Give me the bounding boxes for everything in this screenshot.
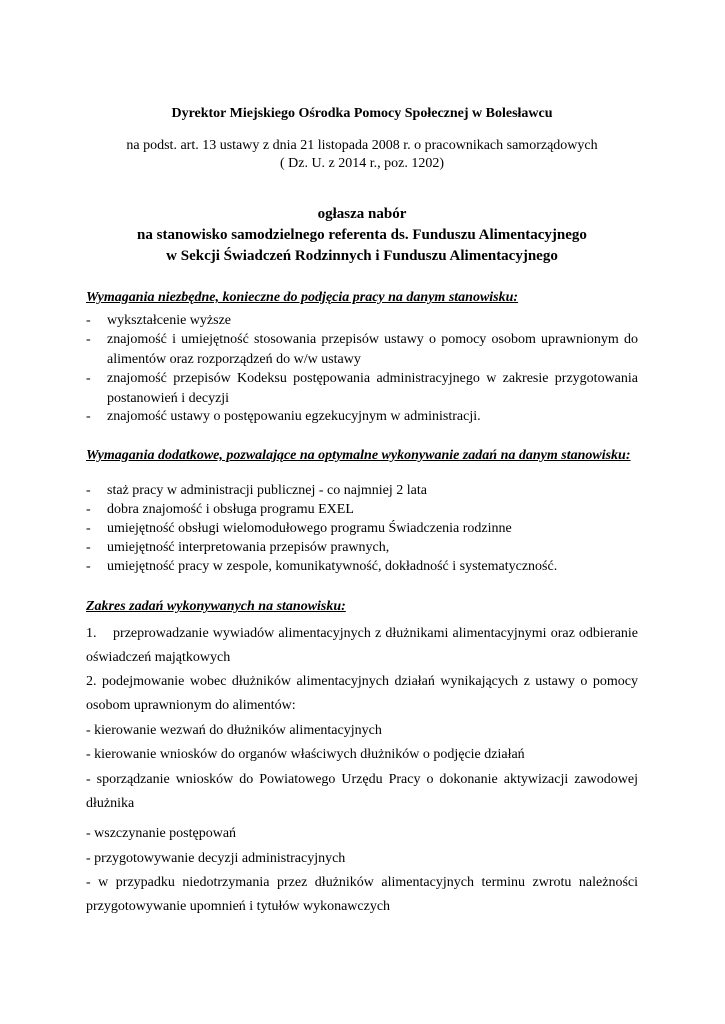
required-item-text: znajomość i umiejętność stosowania przepisów ustawy o pomocy osobom uprawnionym do alimentów oraz rozporządzeń do w/w ustawy bbox=[107, 332, 638, 367]
additional-item-text: dobra znajomość i obsługa programu EXEL bbox=[107, 502, 354, 517]
announcement-heading: ogłasza nabór bbox=[317, 206, 407, 222]
bullet-dash: - bbox=[86, 371, 91, 386]
duty-subitem: - przygotowywanie decyzji administracyjnych bbox=[86, 851, 346, 866]
duty-item-1 bbox=[86, 622, 638, 670]
duty-item-1-text: przeprowadzanie wywiadów alimentacyjnych z dłużnikami alimentacyjnymi oraz odbieranie oświadczeń majątkowych bbox=[86, 626, 639, 665]
bullet-dash: - bbox=[86, 521, 91, 536]
duties-header: Zakres zadań wykonywanych na stanowisku: bbox=[86, 599, 346, 614]
additional-header: Wymagania dodatkowe, pozwalające na optymalne wykonywanie zadań na danym stanowisku: bbox=[86, 448, 631, 463]
additional-item-text: umiejętność obsługi wielomodułowego programu Świadczenia rodzinne bbox=[107, 521, 512, 536]
document-title: Dyrektor Miejskiego Ośrodka Pomocy Społecznej w Bolesławcu bbox=[171, 106, 553, 121]
bullet-dash: - bbox=[86, 502, 91, 517]
duty-subitem: - w przypadku niedotrzymania przez dłużników alimentacyjnych terminu zwrotu należności przygotowywanie upomnień i tytułów wykonawczych bbox=[86, 875, 638, 914]
bullet-dash: - bbox=[86, 540, 91, 555]
required-item-text: znajomość przepisów Kodeksu postępowania administracyjnego w zakresie przygotowania postanowień i decyzji bbox=[107, 371, 638, 406]
additional-item-text: staż pracy w administracji publicznej - co najmniej 2 lata bbox=[107, 483, 427, 498]
duty-item-1-number: 1. bbox=[86, 626, 97, 641]
additional-item-text: umiejętność pracy w zespole, komunikatywność, dokładność i systematyczność. bbox=[107, 559, 558, 574]
announcement-section: w Sekcji Świadczeń Rodzinnych i Funduszu Alimentacyjnego bbox=[166, 248, 558, 264]
bullet-dash: - bbox=[86, 409, 91, 424]
duty-subitem: - kierowanie wniosków do organów właściwych dłużników o podjęcie działań bbox=[86, 747, 525, 762]
announcement-position: na stanowisko samodzielnego referenta ds. Funduszu Alimentacyjnego bbox=[137, 227, 587, 243]
duty-item-2: 2. podejmowanie wobec dłużników alimentacyjnych działań wynikających z ustawy o pomocy osobom uprawnionym do alimentów: bbox=[86, 674, 638, 713]
duty-subitem: - wszczynanie postępowań bbox=[86, 826, 237, 841]
additional-item-text: umiejętność interpretowania przepisów prawnych, bbox=[107, 540, 390, 555]
required-item-text: wykształcenie wyższe bbox=[107, 313, 231, 328]
legal-basis-line-1: na podst. art. 13 ustawy z dnia 21 listopada 2008 r. o pracownikach samorządowych bbox=[126, 138, 598, 153]
required-header: Wymagania niezbędne, konieczne do podjęcia pracy na danym stanowisku: bbox=[86, 290, 519, 305]
bullet-dash: - bbox=[86, 559, 91, 574]
legal-basis-line-2: ( Dz. U. z 2014 r., poz. 1202) bbox=[279, 156, 445, 171]
bullet-dash: - bbox=[86, 483, 91, 498]
bullet-dash: - bbox=[86, 332, 91, 347]
bullet-dash: - bbox=[86, 313, 91, 328]
duty-subitem: - kierowanie wezwań do dłużników alimentacyjnych bbox=[86, 723, 382, 738]
duty-subitem: - sporządzanie wniosków do Powiatowego Urzędu Pracy o dokonanie aktywizacji zawodowej dłużnika bbox=[86, 772, 638, 811]
required-item-text: znajomość ustawy o postępowaniu egzekucyjnym w administracji. bbox=[107, 409, 481, 424]
